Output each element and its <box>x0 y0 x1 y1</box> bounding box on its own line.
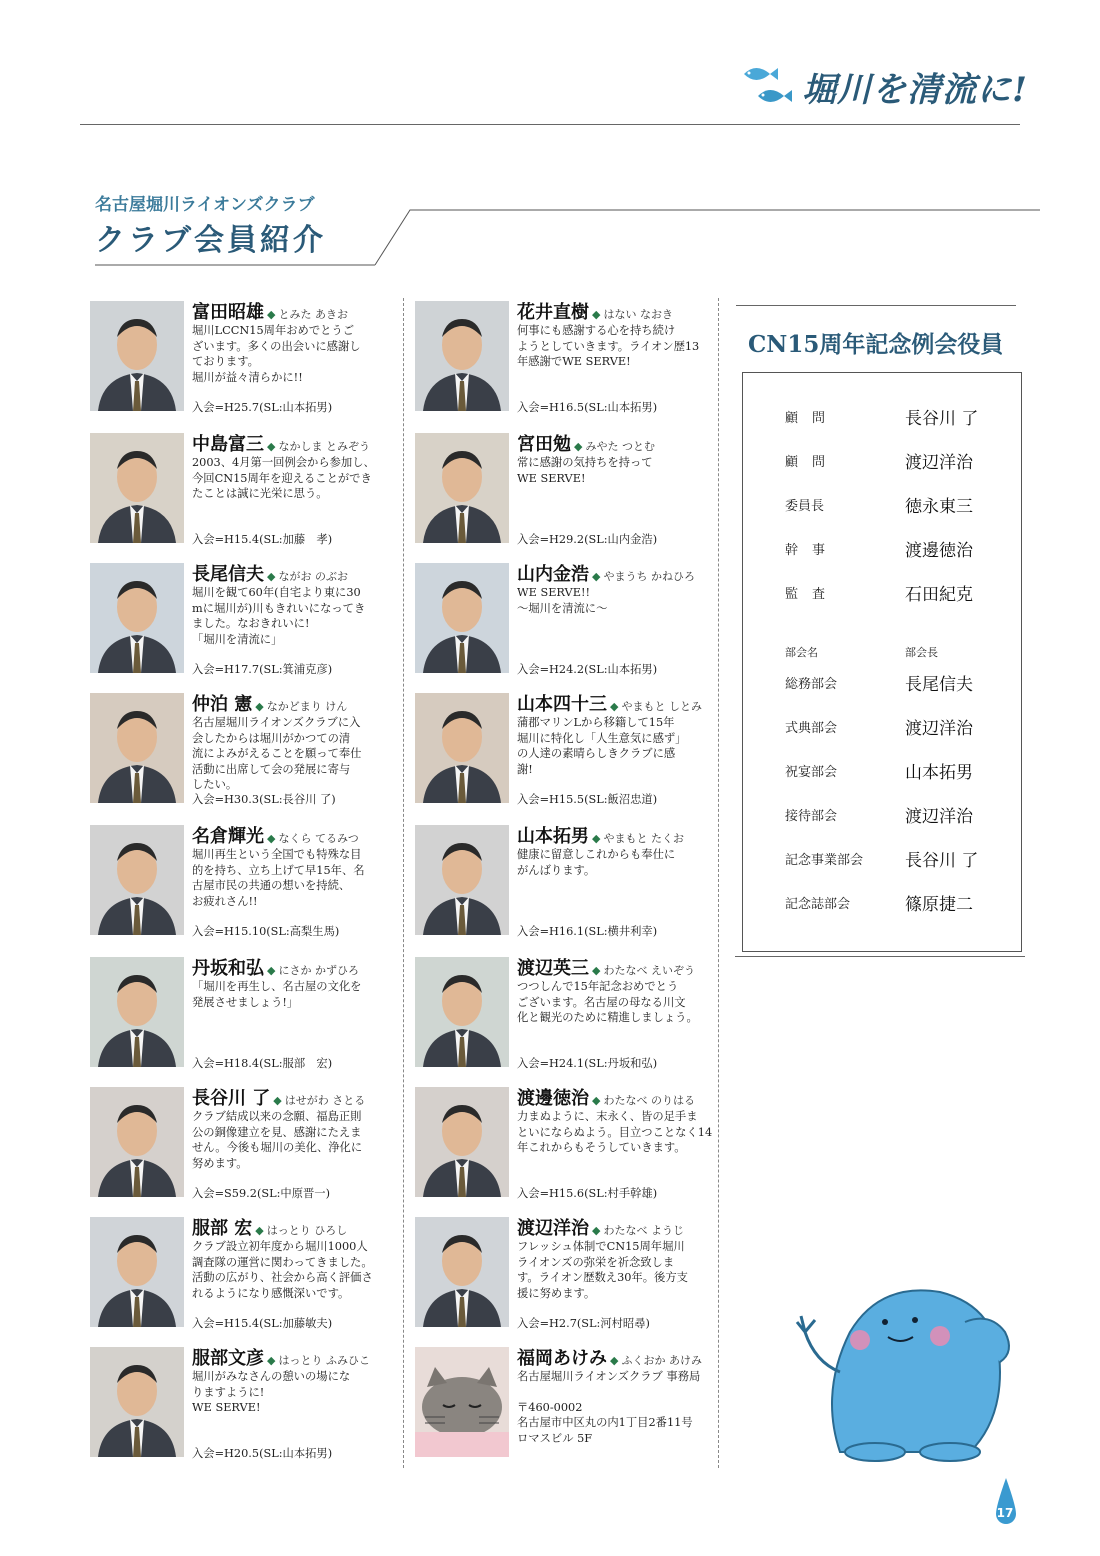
message-line: ロマスビル 5F <box>517 1431 593 1445</box>
member-message <box>517 1239 727 1301</box>
member-card <box>415 298 725 423</box>
dept-head-name: 長尾信夫 <box>905 675 973 695</box>
member-name: 中島富三 <box>192 434 264 455</box>
member-name-line <box>192 954 359 980</box>
member-message <box>517 455 727 486</box>
member-join-info: 入会=H15.4(SL:加藤敏夫) <box>192 1317 333 1330</box>
member-card <box>90 822 400 947</box>
officer-name: 渡辺洋治 <box>905 453 973 473</box>
member-kana: はせがわ さとる <box>284 1094 366 1107</box>
officer-name: 長谷川 了 <box>905 409 979 429</box>
message-line: す。ライオン歴数え30年。後方支 <box>517 1271 688 1284</box>
member-kana: やまもと たくお <box>603 832 684 845</box>
member-name: 山本拓男 <box>517 826 589 847</box>
diamond-icon: ◆ <box>592 964 601 977</box>
member-message <box>517 1369 727 1446</box>
member-kana: ふくおか あけみ <box>621 1354 702 1367</box>
diamond-icon: ◆ <box>592 308 601 321</box>
member-join-info: 入会=H15.5(SL:飯沼忠道) <box>517 793 658 806</box>
member-message <box>517 979 727 1026</box>
member-name: 山内金浩 <box>517 564 589 585</box>
member-portrait <box>90 563 184 673</box>
member-kana: わたなべ えいぞう <box>603 964 695 977</box>
member-join-info: 入会=H24.1(SL:丹坂和弘) <box>517 1057 658 1070</box>
message-line: 会したからは堀川がかつての清 <box>192 731 351 745</box>
member-card <box>90 954 400 1079</box>
message-line: 年感謝でWE SERVE! <box>517 355 631 368</box>
member-name: 山本四十三 <box>517 694 607 715</box>
message-line: つつしんで15年記念おめでとう <box>517 980 679 993</box>
member-portrait <box>415 1217 509 1327</box>
dept-column-header: 部会名 <box>785 646 818 659</box>
member-name-line <box>192 1084 365 1110</box>
member-name: 仲泊 憲 <box>192 694 253 715</box>
panel-bottom-rule <box>735 956 1025 957</box>
member-kana: わたなべ のりはる <box>603 1094 695 1107</box>
message-line: 堀川に特化し「人生意気に感ず」 <box>517 731 687 745</box>
dept-label: 記念誌部会 <box>785 897 851 912</box>
member-card <box>90 430 400 555</box>
diamond-icon: ◆ <box>267 1354 276 1367</box>
member-message <box>192 323 402 385</box>
member-portrait <box>90 1347 184 1457</box>
member-portrait <box>415 563 509 673</box>
member-kana: ながお のぶお <box>278 570 348 583</box>
member-name: 花井直樹 <box>517 302 589 323</box>
member-name-line <box>517 1214 684 1240</box>
member-card <box>90 298 400 423</box>
message-line: 発展させましょう!」 <box>192 995 299 1009</box>
member-kana: にさか かずひろ <box>278 964 359 977</box>
member-join-info: 入会=H16.5(SL:山本拓男) <box>517 401 658 414</box>
member-name: 渡辺英三 <box>517 958 589 979</box>
member-portrait <box>415 301 509 411</box>
diamond-icon: ◆ <box>255 1224 264 1237</box>
message-line: 常に感謝の気持ちを持って <box>517 456 653 469</box>
member-card <box>415 1214 725 1339</box>
message-line: ざいます。多くの出会いに感謝し <box>192 339 361 353</box>
member-name: 福岡あけみ <box>517 1348 607 1369</box>
member-card <box>415 954 725 1079</box>
member-card <box>90 1084 400 1209</box>
message-line: WE SERVE!! <box>517 586 591 599</box>
message-line: 堀川がみなさんの憩いの場にな <box>192 1370 351 1383</box>
dept-label: 祝宴部会 <box>785 765 838 780</box>
member-name: 丹坂和弘 <box>192 958 264 979</box>
member-kana: やまもと しとみ <box>621 700 702 713</box>
member-message <box>192 585 402 647</box>
member-join-info: 入会=H30.3(SL:長谷川 了) <box>192 793 336 806</box>
officers-title: CN15周年記念例会役員 <box>748 331 1004 358</box>
message-line: りますように! <box>192 1385 265 1399</box>
member-kana: やまうち かねひろ <box>603 570 695 583</box>
member-card <box>90 560 400 685</box>
member-message <box>517 715 727 777</box>
member-portrait <box>90 957 184 1067</box>
member-portrait <box>415 693 509 803</box>
member-name: 長尾信夫 <box>192 564 264 585</box>
message-line: ございます。名古屋の母なる川文 <box>517 995 686 1009</box>
message-line: クラブ結成以来の念願、福島正則 <box>192 1110 362 1123</box>
message-line: WE SERVE! <box>192 1401 261 1414</box>
member-kana: はっとり ひろし <box>266 1224 348 1237</box>
member-portrait <box>415 1087 509 1197</box>
message-line: 調査隊の運営に関わってきました。 <box>192 1255 373 1269</box>
message-line: 今回CN15周年を迎えることができ <box>192 471 372 485</box>
member-name-line <box>517 822 684 848</box>
dept-label: 総務部会 <box>785 677 838 692</box>
message-line: がんばります。 <box>517 863 596 877</box>
member-join-info: 入会=H24.2(SL:山本拓男) <box>517 663 658 676</box>
diamond-icon: ◆ <box>592 1094 601 1107</box>
message-line: お疲れさん!! <box>192 894 258 908</box>
member-join-info: 入会=S59.2(SL:中原晋一) <box>192 1187 331 1200</box>
member-message <box>517 847 727 878</box>
dept-head-name: 渡辺洋治 <box>905 719 973 739</box>
member-name-line <box>192 1344 370 1370</box>
fish-icon <box>740 60 800 112</box>
message-line: 流によみがえることを願って奉仕 <box>192 747 362 760</box>
message-line: 健康に留意しこれからも奉仕に <box>517 848 676 861</box>
message-line: ております。 <box>192 355 259 368</box>
member-portrait <box>415 957 509 1067</box>
message-line: 力まぬように、末永く、皆の足手ま <box>517 1110 698 1123</box>
member-portrait <box>90 1217 184 1327</box>
message-line: 堀川が益々清らかに!! <box>192 370 303 384</box>
member-kana: わたなべ ようじ <box>603 1224 684 1237</box>
message-line: 2003、4月第一回例会から参加し、 <box>192 456 375 469</box>
diamond-icon: ◆ <box>592 1224 601 1237</box>
member-name-line <box>517 954 695 980</box>
member-card <box>90 690 400 815</box>
diamond-icon: ◆ <box>255 700 264 713</box>
member-join-info: 入会=H15.10(SL:高梨生馬) <box>192 925 340 938</box>
officer-role-label: 監査 <box>785 587 840 602</box>
diamond-icon: ◆ <box>610 700 619 713</box>
member-name-line <box>517 1344 702 1370</box>
message-line: クラブ設立初年度から堀川1000人 <box>192 1240 368 1253</box>
dept-head-name: 長谷川 了 <box>905 851 979 871</box>
page-number-drop-icon <box>994 1478 1018 1528</box>
diamond-icon: ◆ <box>267 832 276 845</box>
member-card <box>415 430 725 555</box>
dept-head-name: 渡辺洋治 <box>905 807 973 827</box>
diamond-icon: ◆ <box>267 964 276 977</box>
dept-label: 接待部会 <box>785 809 838 824</box>
message-line: 「堀川を清流に」 <box>192 632 283 646</box>
member-name: 渡辺洋治 <box>517 1218 589 1239</box>
diamond-icon: ◆ <box>267 440 276 453</box>
member-kana: なかしま とみぞう <box>278 440 370 453</box>
message-line: 名古屋堀川ライオンズクラブ 事務局 <box>517 1370 701 1383</box>
member-join-info: 入会=H29.2(SL:山内金浩) <box>517 533 658 546</box>
member-message <box>192 1239 402 1301</box>
member-name-line <box>517 690 702 716</box>
member-message <box>192 715 402 793</box>
diamond-icon: ◆ <box>574 440 583 453</box>
member-kana: なくら てるみつ <box>278 832 359 845</box>
diamond-icon: ◆ <box>267 570 276 583</box>
member-portrait <box>415 825 509 935</box>
member-message <box>192 847 402 909</box>
member-kana: みやた つとむ <box>585 440 655 453</box>
dept-head-name: 篠原捷二 <box>905 895 973 915</box>
message-line: 堀川LCCN15周年おめでとうご <box>192 324 355 337</box>
message-line: 年これからもそうしていきます。 <box>517 1141 686 1154</box>
message-line: 的を持ち、立ち上げて早15年、名 <box>192 863 365 877</box>
member-name-line <box>517 298 673 324</box>
member-name: 富田昭雄 <box>192 302 264 323</box>
member-join-info: 入会=H2.7(SL:河村昭尋) <box>517 1317 650 1330</box>
dept-head-name: 山本拓男 <box>905 763 973 783</box>
diamond-icon: ◆ <box>273 1094 282 1107</box>
member-name: 長谷川 了 <box>192 1088 271 1109</box>
officer-role-label: 委員長 <box>785 499 825 514</box>
member-join-info: 入会=H16.1(SL:横井利幸) <box>517 925 658 938</box>
member-name: 服部 宏 <box>192 1218 253 1239</box>
member-name: 名倉輝光 <box>192 826 264 847</box>
member-message <box>192 455 402 502</box>
member-message <box>192 979 402 1010</box>
message-line: 謝! <box>517 762 533 776</box>
diamond-icon: ◆ <box>267 308 276 321</box>
dept-label: 記念事業部会 <box>785 853 864 868</box>
member-name-line <box>517 560 695 586</box>
member-name-line <box>192 560 348 586</box>
member-portrait <box>90 825 184 935</box>
message-line: フレッシュ体制でCN15周年堀川 <box>517 1240 685 1253</box>
officer-name: 徳永東三 <box>905 497 973 517</box>
member-join-info: 入会=H18.4(SL:服部 宏) <box>192 1057 333 1070</box>
message-line: WE SERVE! <box>517 471 586 485</box>
dept-head-column-header: 部会長 <box>905 646 938 659</box>
message-line: 努めます。 <box>192 1156 248 1170</box>
section-title: クラブ会員紹介 <box>95 223 326 258</box>
member-join-info: 入会=H15.4(SL:加藤 孝) <box>192 533 333 546</box>
member-join-info: 入会=H17.7(SL:箕浦克彦) <box>192 663 333 676</box>
message-line: 名古屋堀川ライオンズクラブに入 <box>192 716 361 729</box>
member-join-info: 入会=H20.5(SL:山本拓男) <box>192 1447 333 1460</box>
member-name-line <box>517 430 655 456</box>
member-message <box>517 585 727 616</box>
page-number: 17 <box>996 1506 1014 1520</box>
officer-role-label: 幹事 <box>785 543 840 558</box>
diamond-icon: ◆ <box>610 1354 619 1367</box>
member-name: 渡邊徳治 <box>517 1088 589 1109</box>
diamond-icon: ◆ <box>592 832 601 845</box>
section-subtitle: 名古屋堀川ライオンズクラブ <box>95 195 315 215</box>
member-portrait <box>415 433 509 543</box>
member-card <box>415 560 725 685</box>
member-kana: なかどまり けん <box>266 700 348 713</box>
member-card <box>415 1344 725 1469</box>
member-card <box>90 1214 400 1339</box>
message-line: たことは誠に光栄に思う。 <box>192 487 328 500</box>
member-name-line <box>517 1084 695 1110</box>
member-card <box>415 822 725 947</box>
column-divider <box>403 298 404 1468</box>
member-kana: はっとり ふみひこ <box>278 1354 370 1367</box>
message-line: 「堀川を再生し、名古屋の文化を <box>192 980 362 993</box>
header-divider <box>80 124 1020 125</box>
member-join-info: 入会=H15.6(SL:村手幹雄) <box>517 1187 658 1200</box>
dept-label: 式典部会 <box>785 721 838 736</box>
member-portrait <box>90 301 184 411</box>
message-line: 活動の広がり、社会から高く評価さ <box>192 1271 373 1284</box>
panel-top-rule <box>736 305 1016 306</box>
message-line: mに堀川が)川もきれいになってき <box>192 601 366 615</box>
message-line: 古屋市民の共通の想いを持続、 <box>192 879 351 892</box>
member-name-line <box>192 690 347 716</box>
member-message <box>517 1109 727 1156</box>
message-line: ようとしていきます。ライオン歴13 <box>517 339 700 353</box>
message-line: 〜堀川を清流に〜 <box>517 601 608 615</box>
member-message <box>192 1369 402 1416</box>
message-line: といにならぬよう。目立つことなく14 <box>517 1125 713 1139</box>
message-line: せん。今後も堀川の美化、浄化に <box>192 1141 363 1154</box>
message-line: ライオンズの弥栄を祈念致しま <box>517 1255 675 1269</box>
message-line: 堀川を観て60年(自宅より東に30 <box>192 586 361 599</box>
member-card <box>90 1344 400 1469</box>
member-message <box>192 1109 402 1171</box>
officer-role-label: 顧問 <box>785 455 840 470</box>
message-line: 〒460-0002 <box>517 1400 583 1414</box>
member-card <box>415 690 725 815</box>
message-line: れるようになり感慨深いです。 <box>192 1286 350 1300</box>
member-card <box>415 1084 725 1209</box>
member-message <box>517 323 727 370</box>
member-portrait <box>90 1087 184 1197</box>
message-line: 蒲郡マリンLから移籍して15年 <box>517 716 675 729</box>
message-line: 何事にも感謝する心を持ち続け <box>517 324 676 337</box>
diamond-icon: ◆ <box>592 570 601 583</box>
member-kana: とみた あきお <box>278 308 348 321</box>
member-name-line <box>192 822 359 848</box>
message-line: したい。 <box>192 778 238 791</box>
member-name-line <box>192 1214 347 1240</box>
message-line <box>517 1385 727 1400</box>
member-name-line <box>192 298 348 324</box>
member-name: 宮田勉 <box>517 434 571 455</box>
member-join-info: 入会=H25.7(SL:山本拓男) <box>192 401 333 414</box>
message-line: 活動に出席して会の発展に寄与 <box>192 762 351 776</box>
message-line: 堀川再生という全国でも特殊な目 <box>192 848 362 861</box>
member-portrait <box>90 433 184 543</box>
member-name-line <box>192 430 370 456</box>
member-name: 服部文彦 <box>192 1348 264 1369</box>
mascot-illustration <box>780 1262 1040 1462</box>
message-line: 名古屋市中区丸の内1丁目2番11号 <box>517 1416 693 1429</box>
message-line: 公の銅像建立を見、感謝にたえま <box>192 1125 362 1139</box>
member-portrait <box>90 693 184 803</box>
officer-name: 石田紀克 <box>905 585 973 605</box>
officer-role-label: 顧問 <box>785 411 840 426</box>
message-line: 化と観光のために精進しましょう。 <box>517 1011 698 1024</box>
officers-box <box>742 372 1022 952</box>
officer-name: 渡邊徳治 <box>905 541 973 561</box>
message-line: ました。なおきれいに! <box>192 617 310 630</box>
message-line: の人達の素晴らしきクラブに感 <box>517 747 676 760</box>
cat-photo <box>415 1347 509 1457</box>
message-line: 援に努めます。 <box>517 1286 596 1300</box>
page-header-title: 堀川を清流に! <box>802 70 1028 110</box>
member-kana: はない なおき <box>603 308 673 321</box>
